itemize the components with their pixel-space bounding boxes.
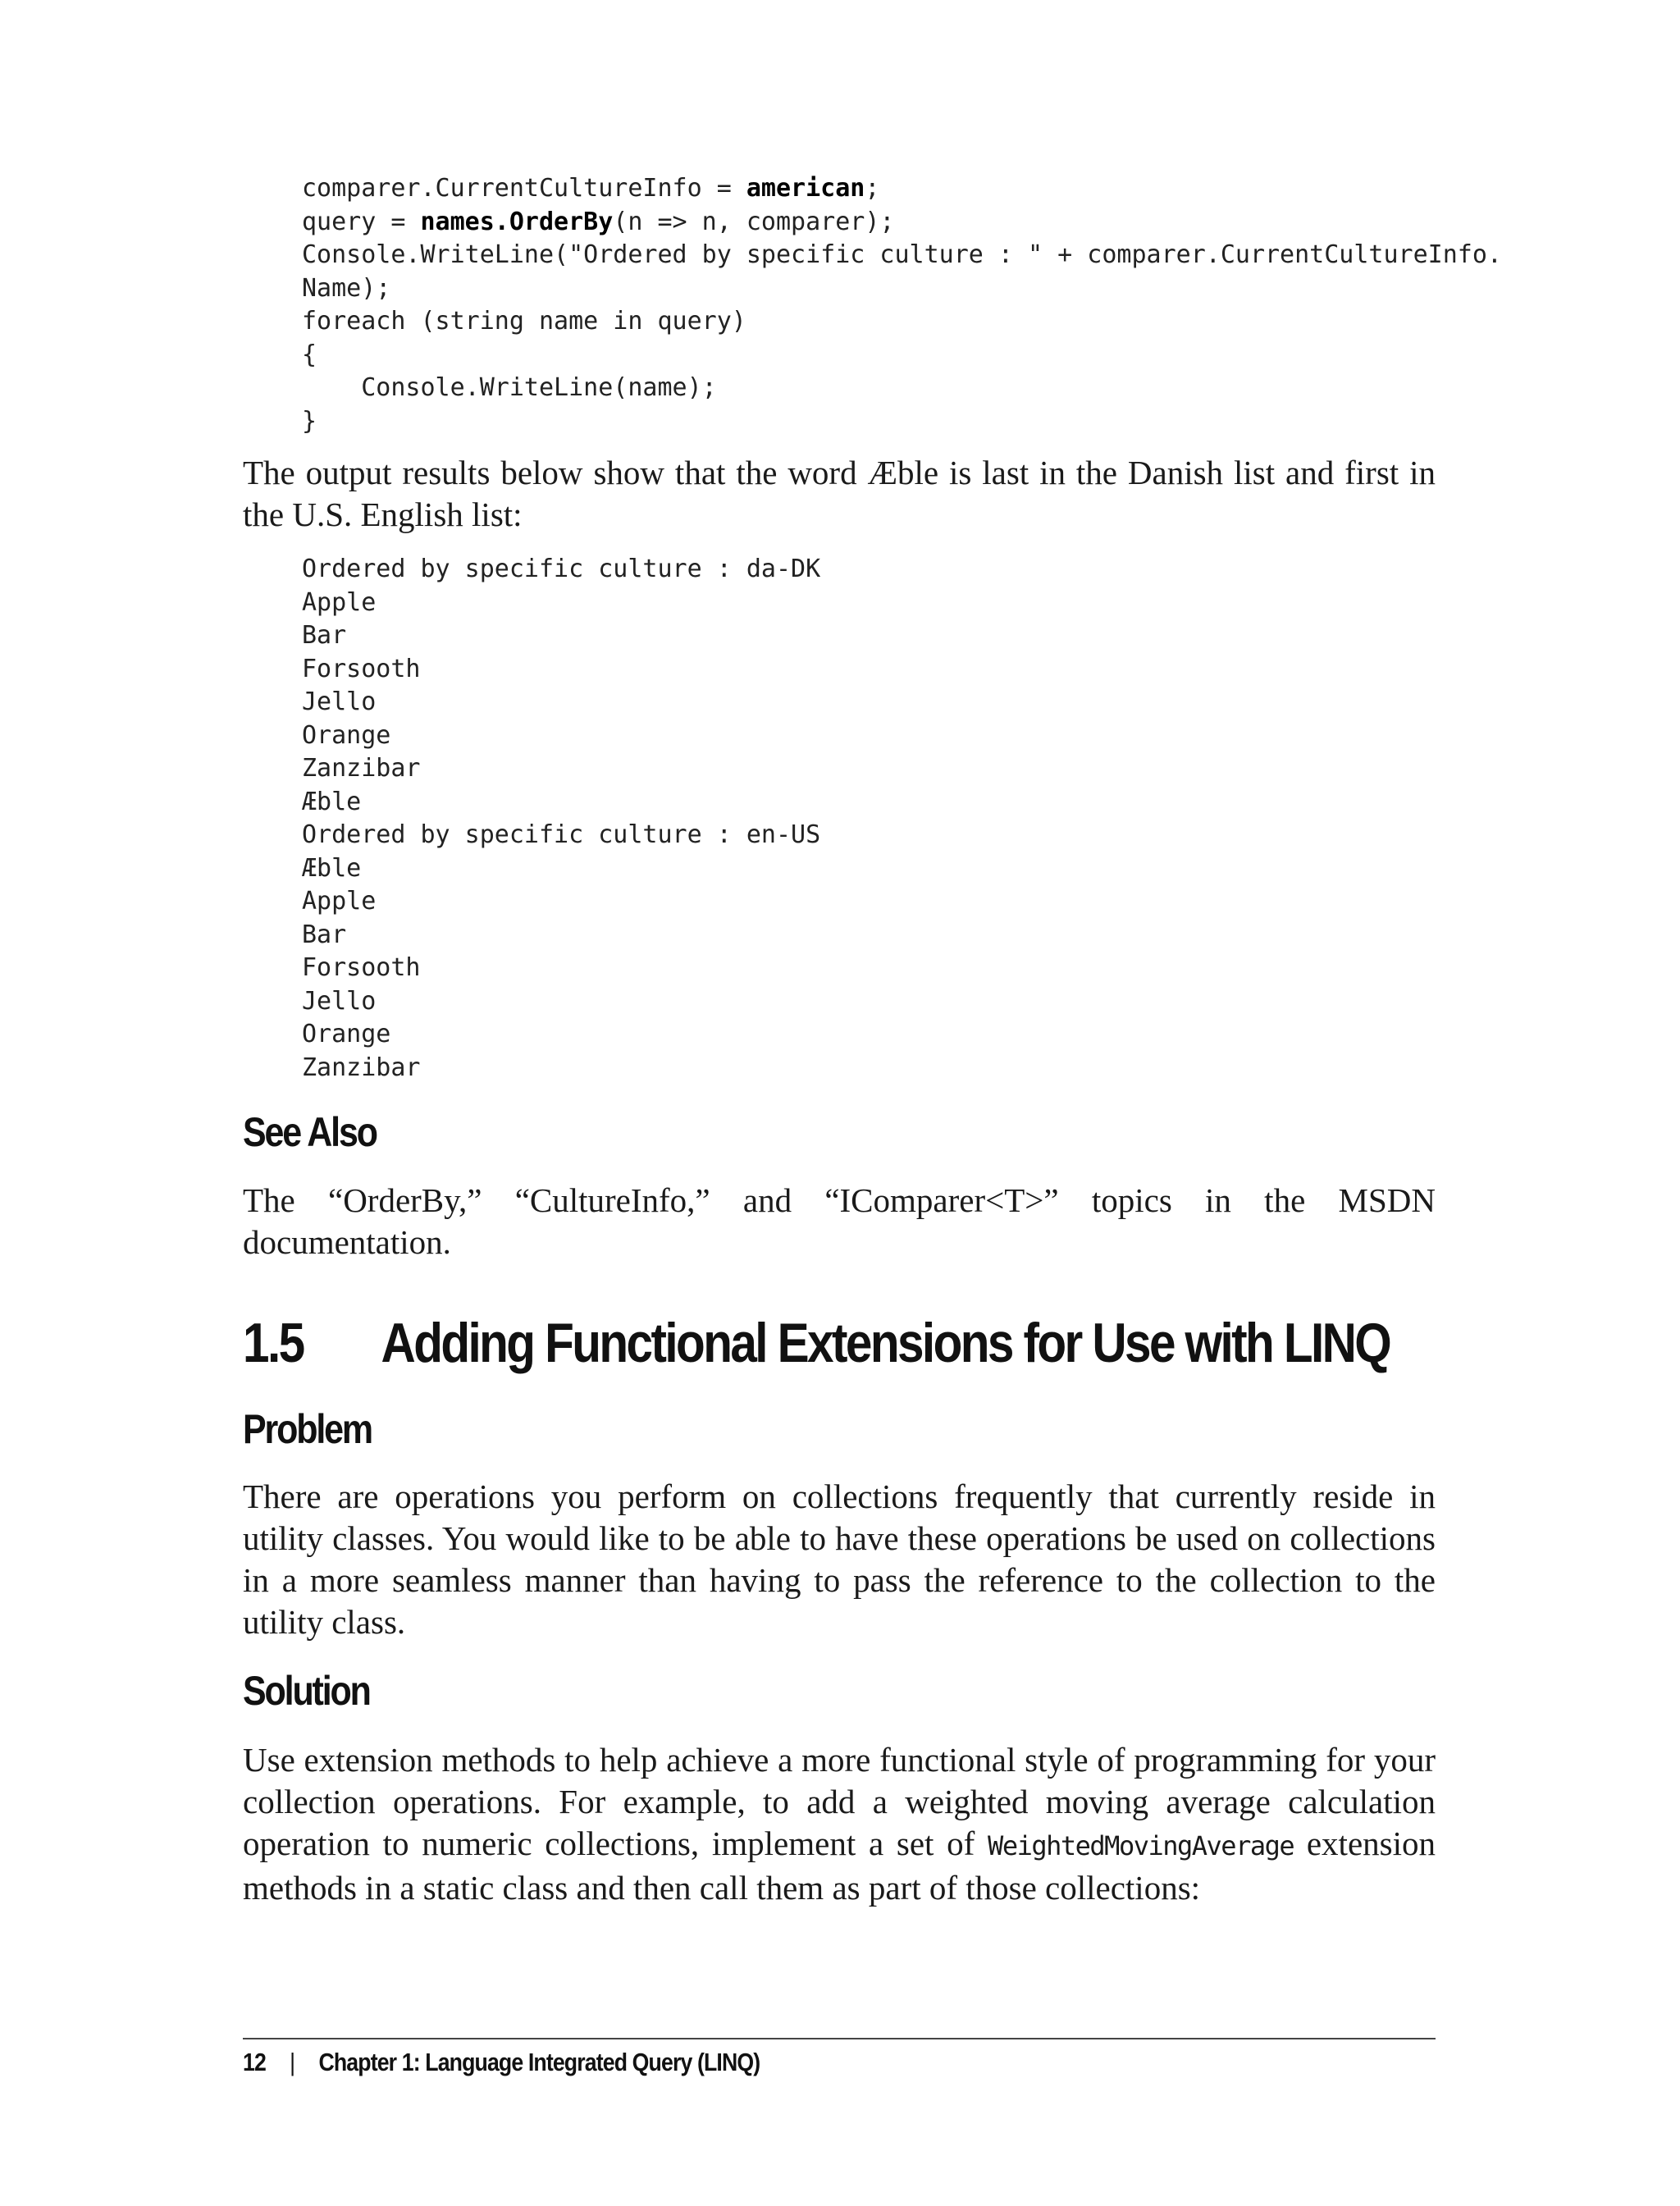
code-line: comparer.CurrentCultureInfo = american; bbox=[302, 174, 880, 203]
solution-text-after: extension methods in a static class and then call them as part of those collections: bbox=[243, 1825, 1436, 1907]
code-line: Bar bbox=[302, 621, 347, 650]
code-line: Zanzibar bbox=[302, 1053, 421, 1082]
page-number: 12 bbox=[243, 2048, 266, 2076]
code-line: Orange bbox=[302, 720, 391, 750]
code-line: Jello bbox=[302, 986, 377, 1016]
chapter-title: Chapter 1: Language Integrated Query (LINQ) bbox=[318, 2048, 760, 2076]
solution-inline-code: WeightedMovingAverage bbox=[988, 1830, 1294, 1861]
code-line: query = names.OrderBy(n => n, comparer); bbox=[302, 207, 895, 236]
section-title: Adding Functional Extensions for Use with LINQ bbox=[381, 1312, 1390, 1374]
solution-heading: Solution bbox=[243, 1668, 370, 1714]
output-description-paragraph: The output results below show that the word Æble is last in the Danish list and first in the U.S. English list: bbox=[243, 454, 1436, 533]
code-line: Name); bbox=[302, 273, 391, 303]
code-line: Apple bbox=[302, 887, 377, 916]
section-heading bbox=[243, 1310, 1390, 1376]
code-line: Ordered by specific culture : da-DK bbox=[302, 555, 821, 583]
solution-text-before: Use extension methods to help achieve a more functional style of programming for your collection operations. For example, to add a weighted moving average calculation operation to numeric collections, implement a set of bbox=[243, 1741, 1436, 1862]
code-line: Orange bbox=[302, 1020, 391, 1048]
code-line: } bbox=[302, 406, 317, 436]
problem-paragraph: There are operations you perform on collections frequently that currently reside in utility classes. You would like to be able to have these operations be used on collections in a more seamless manner than having to pass the reference to the collection to the utility class. bbox=[243, 1478, 1436, 1641]
footer-rule bbox=[243, 2038, 1436, 2039]
code-block-output bbox=[302, 553, 820, 1085]
problem-heading: Problem bbox=[243, 1406, 372, 1452]
code-line: Æble bbox=[302, 853, 362, 883]
code-line: { bbox=[302, 340, 317, 369]
code-line: Ordered by specific culture : en-US bbox=[302, 820, 821, 849]
page-footer bbox=[243, 2046, 760, 2079]
code-line: Jello bbox=[302, 687, 377, 716]
code-line: Bar bbox=[302, 920, 347, 949]
code-line: Apple bbox=[302, 587, 377, 617]
code-block-comparer bbox=[302, 172, 1502, 438]
code-line: Forsooth bbox=[302, 953, 421, 982]
solution-paragraph bbox=[243, 1739, 1436, 1909]
code-line: Forsooth bbox=[302, 654, 421, 683]
section-number: 1.5 bbox=[243, 1312, 304, 1374]
code-line: Zanzibar bbox=[302, 754, 421, 783]
code-line: Æble bbox=[302, 787, 362, 816]
footer-separator: | bbox=[290, 2048, 295, 2076]
code-line: Console.WriteLine(name); bbox=[302, 373, 717, 402]
code-line: Console.WriteLine("Ordered by specific culture : " + comparer.CurrentCultureInfo. bbox=[302, 240, 1502, 269]
see-also-paragraph: The “OrderBy,” “CultureInfo,” and “IComparer<T>” topics in the MSDN documentation. bbox=[243, 1181, 1436, 1261]
code-line: foreach (string name in query) bbox=[302, 307, 746, 336]
see-also-heading: See Also bbox=[243, 1109, 377, 1155]
